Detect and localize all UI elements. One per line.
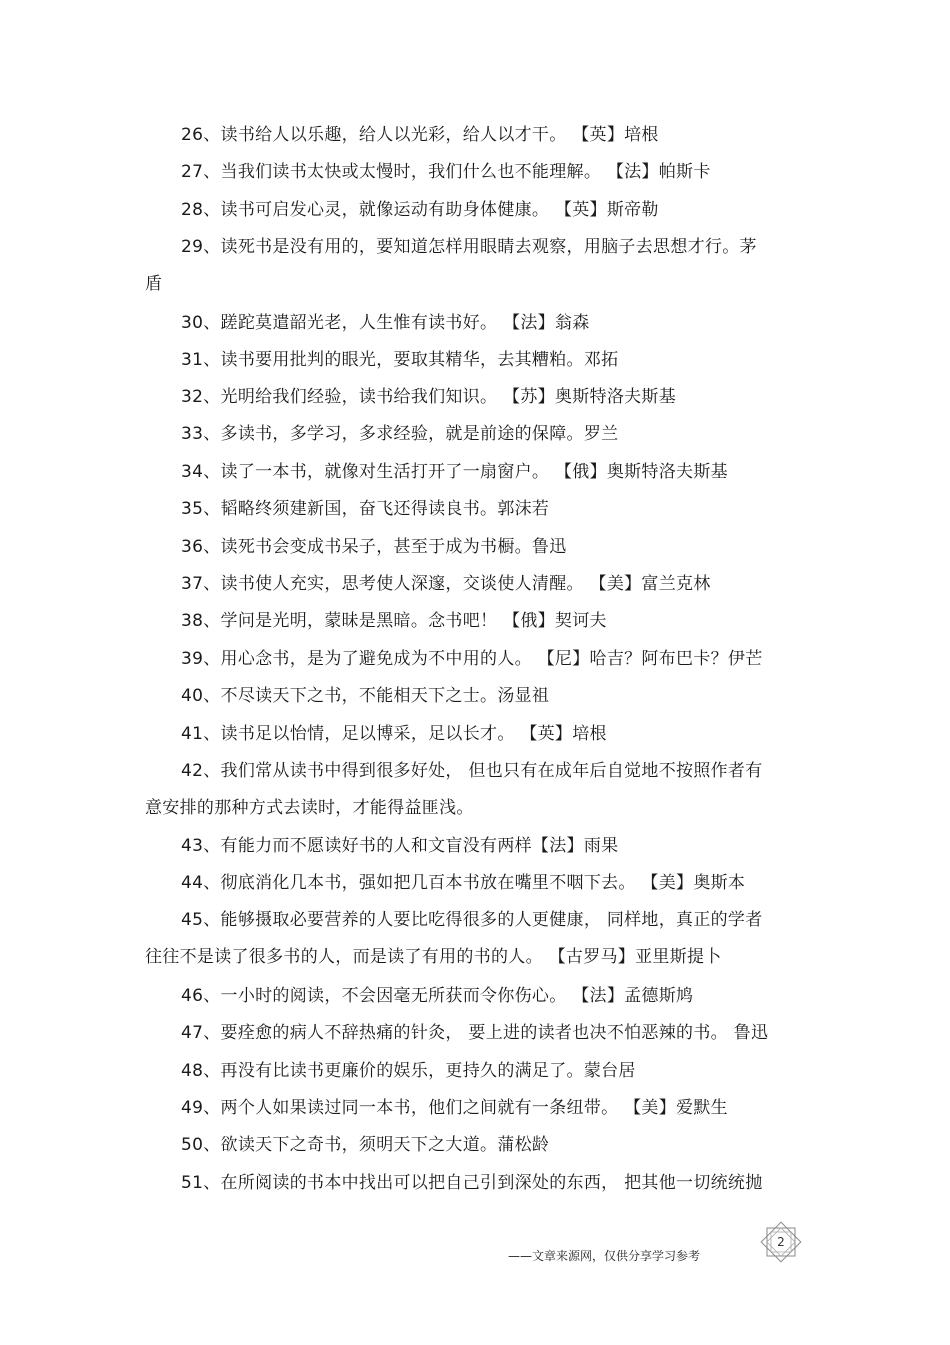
quote-line-40: 40、不尽读天下之书，不能相天下之士。汤显祖 [181, 686, 550, 706]
page-number: 2 [777, 1235, 785, 1249]
quote-line-42-cont: 意安排的那种方式去读时，才能得益匪浅。 [145, 798, 474, 818]
quote-line-29-cont: 盾 [145, 274, 163, 294]
quote-line-31: 31、读书要用批判的眼光，要取其精华，去其糟粕。邓拓 [181, 350, 619, 370]
page-number-badge [757, 1220, 805, 1264]
quote-line-47: 47、要痊愈的病人不辞热痛的针灸， 要上进的读者也决不怕恶辣的书。 鲁迅 [181, 1023, 769, 1043]
quote-line-38: 38、学问是光明，蒙昧是黑暗。念书吧！ 【俄】契诃夫 [181, 611, 607, 631]
quote-line-26: 26、读书给人以乐趣，给人以光彩，给人以才干。 【英】培根 [181, 125, 659, 145]
quote-line-29: 29、读死书是没有用的，要知道怎样用眼睛去观察，用脑子去思想才行。茅 [181, 237, 757, 257]
quote-line-27: 27、当我们读书太快或太慢时，我们什么也不能理解。 【法】帕斯卡 [181, 162, 711, 182]
quote-line-35: 35、韬略终须建新国，奋飞还得读良书。郭沫若 [181, 499, 550, 519]
quote-line-44: 44、彻底消化几本书，强如把几百本书放在嘴里不咽下去。 【美】奥斯本 [181, 873, 746, 893]
quote-line-46: 46、一小时的阅读，不会因毫无所获而令你伤心。 【法】孟德斯鸠 [181, 986, 694, 1006]
quote-line-32: 32、光明给我们经验，读书给我们知识。 【苏】奥斯特洛夫斯基 [181, 387, 677, 407]
quote-line-45-cont: 往往不是读了很多书的人，而是读了有用的书的人。 【古罗马】亚里斯提卜 [145, 947, 722, 967]
quote-line-36: 36、读死书会变成书呆子，甚至于成为书橱。鲁迅 [181, 537, 567, 557]
quote-line-34: 34、读了一本书，就像对生活打开了一扇窗户。 【俄】奥斯特洛夫斯基 [181, 462, 728, 482]
quote-line-33: 33、多读书，多学习，多求经验，就是前途的保障。罗兰 [181, 424, 619, 444]
quote-line-45: 45、能够摄取必要营养的人要比吃得很多的人更健康， 同样地，真正的学者 [181, 910, 763, 930]
quote-line-50: 50、欲读天下之奇书，须明天下之大道。蒲松龄 [181, 1135, 550, 1155]
quote-line-39: 39、用心念书，是为了避免成为不中用的人。 【尼】哈吉？阿布巴卡？伊芒 [181, 649, 763, 669]
quote-line-30: 30、蹉跎莫遣韶光老，人生惟有读书好。 【法】翁森 [181, 313, 590, 333]
quote-line-42: 42、我们常从读书中得到很多好处， 但也只有在成年后自觉地不按照作者有 [181, 761, 763, 781]
quote-line-28: 28、读书可启发心灵，就像运动有助身体健康。 【英】斯帝勒 [181, 200, 659, 220]
quote-line-48: 48、再没有比读书更廉价的娱乐，更持久的满足了。蒙台居 [181, 1061, 636, 1081]
quote-line-43: 43、有能力而不愿读好书的人和文盲没有两样【法】雨果 [181, 836, 619, 856]
quote-line-49: 49、两个人如果读过同一本书，他们之间就有一条纽带。 【美】爱默生 [181, 1098, 728, 1118]
quote-line-41: 41、读书足以怡情，足以博采，足以长才。 【英】培根 [181, 724, 607, 744]
footer-note: ——文章来源网，仅供分享学习参考 [508, 1249, 701, 1263]
quote-line-51: 51、在所阅读的书本中找出可以把自己引到深处的东西， 把其他一切统统抛 [181, 1173, 763, 1193]
quote-line-37: 37、读书使人充实，思考使人深邃，交谈使人清醒。 【美】富兰克林 [181, 574, 711, 594]
